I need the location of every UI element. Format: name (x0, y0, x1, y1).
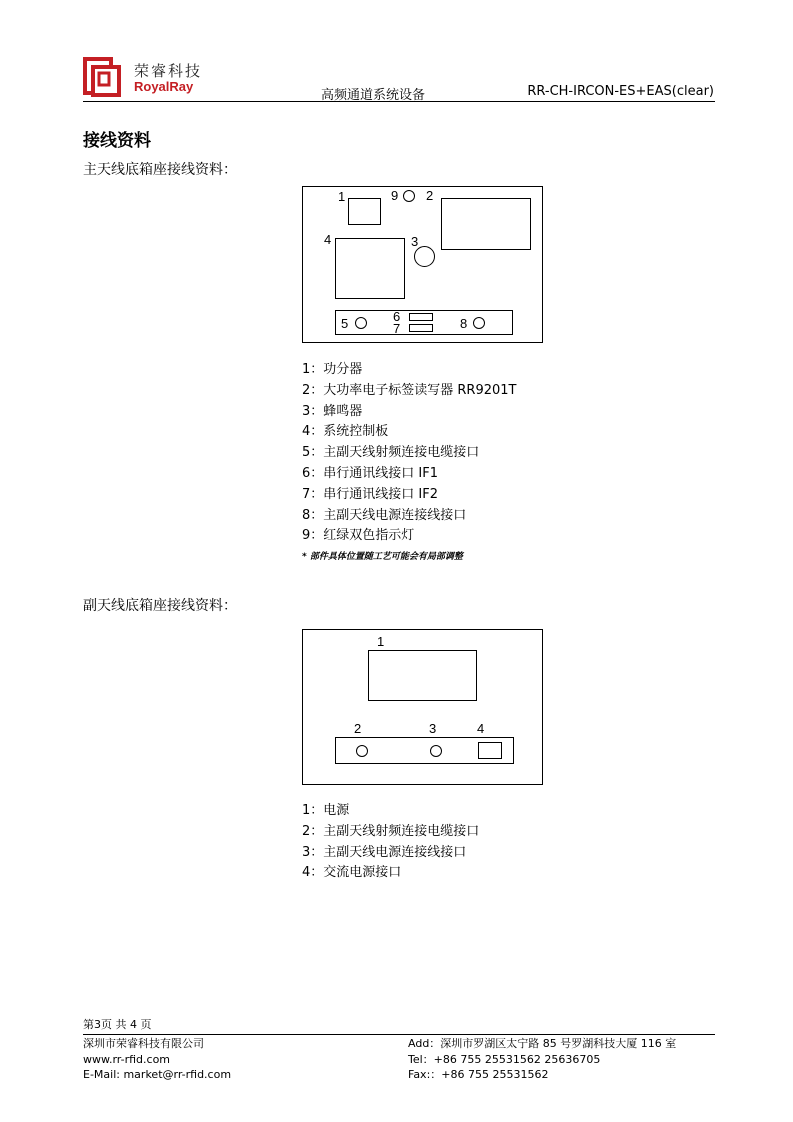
serial-port-if1 (409, 313, 433, 321)
aux-base-title: 副天线底箱座接线资料： (83, 598, 237, 614)
list-item: 9：红绿双色指示灯 (302, 528, 415, 544)
logo-mark-icon (83, 57, 121, 97)
footer-rule (83, 1034, 715, 1035)
footer-left (83, 1036, 231, 1083)
list-item: 2：主副天线射频连接电缆接口 (302, 823, 480, 839)
serial-port-if2 (409, 324, 433, 332)
footer-tel: Tel：+86 755 25531562 25636705 (408, 1052, 601, 1066)
rf-cable-port-circle (356, 745, 368, 757)
rf-cable-port-circle (355, 317, 367, 329)
footer-website: www.rr-rfid.com (83, 1052, 171, 1066)
list-item: 6：串行通讯线接口 IF1 (302, 465, 438, 481)
diagram-label: 3 (411, 234, 419, 249)
power-cable-port-circle (473, 317, 485, 329)
footer-address: Add：深圳市罗湖区太宁路 85 号罗湖科技大厦 116 室 (408, 1037, 677, 1050)
list-item: 7：串行通讯线接口 IF2 (302, 486, 438, 502)
diagram-label: 2 (354, 721, 362, 736)
list-item: 4：交流电源接口 (302, 865, 402, 881)
main-base-diagram (302, 186, 543, 343)
diagram-label: 5 (341, 316, 349, 331)
position-note: * 部件具体位置随工艺可能会有局部调整 (302, 552, 463, 562)
power-supply-block (368, 650, 477, 701)
diagram-label: 8 (460, 316, 468, 331)
list-item: 1：功分器 (302, 362, 363, 377)
company-name-en: RoyalRay (134, 79, 194, 94)
diagram-label: 3 (429, 721, 437, 736)
buzzer-circle (414, 246, 435, 267)
list-item: 5：主副天线射频连接电缆接口 (302, 445, 480, 461)
company-logo (83, 57, 121, 97)
control-board-block (335, 238, 405, 299)
section-title: 接线资料 (83, 131, 151, 151)
list-item: 8：主副天线电源连接线接口 (302, 507, 467, 523)
diagram-label: 4 (324, 232, 332, 247)
aux-base-diagram (302, 629, 543, 785)
header-rule (83, 101, 715, 102)
page-number: 第3页 共 4 页 (83, 1018, 152, 1031)
list-item: 4：系统控制板 (302, 424, 389, 440)
list-item: 2：大功率电子标签读写器 RR9201T (302, 382, 517, 398)
diagram-label: 2 (426, 188, 434, 203)
reader-block (441, 198, 531, 250)
diagram-label: 1 (377, 634, 385, 649)
aux-base-list (302, 801, 479, 884)
main-base-list (302, 360, 517, 547)
list-item: 1：电源 (302, 803, 350, 818)
footer-email: E-Mail: market@rr-rfid.com (83, 1068, 232, 1081)
diagram-label: 4 (477, 721, 485, 736)
main-base-title: 主天线底箱座接线资料： (83, 162, 237, 178)
footer-company: 深圳市荣睿科技有限公司 (83, 1037, 204, 1050)
power-splitter-block (348, 198, 381, 225)
footer-right (408, 1036, 676, 1083)
ac-power-port (478, 742, 502, 759)
model-number: RR-CH-IRCON-ES+EAS(clear) (527, 84, 714, 99)
list-item: 3：蜂鸣器 (302, 403, 363, 419)
connector-strip (335, 310, 513, 335)
footer-fax: Fax:：+86 755 25531562 (408, 1068, 549, 1081)
diagram-label: 1 (338, 189, 346, 204)
company-name-cn: 荣睿科技 (134, 62, 203, 80)
connector-strip (335, 737, 514, 764)
diagram-label: 9 (391, 188, 399, 203)
indicator-light-circle (403, 190, 415, 202)
doc-title: 高频通道系统设备 (321, 88, 426, 103)
list-item: 3：主副天线电源连接线接口 (302, 844, 467, 860)
power-cable-port-circle (430, 745, 442, 757)
diagram-label: 7 (393, 321, 401, 336)
diagram-label: 6 (393, 309, 401, 324)
